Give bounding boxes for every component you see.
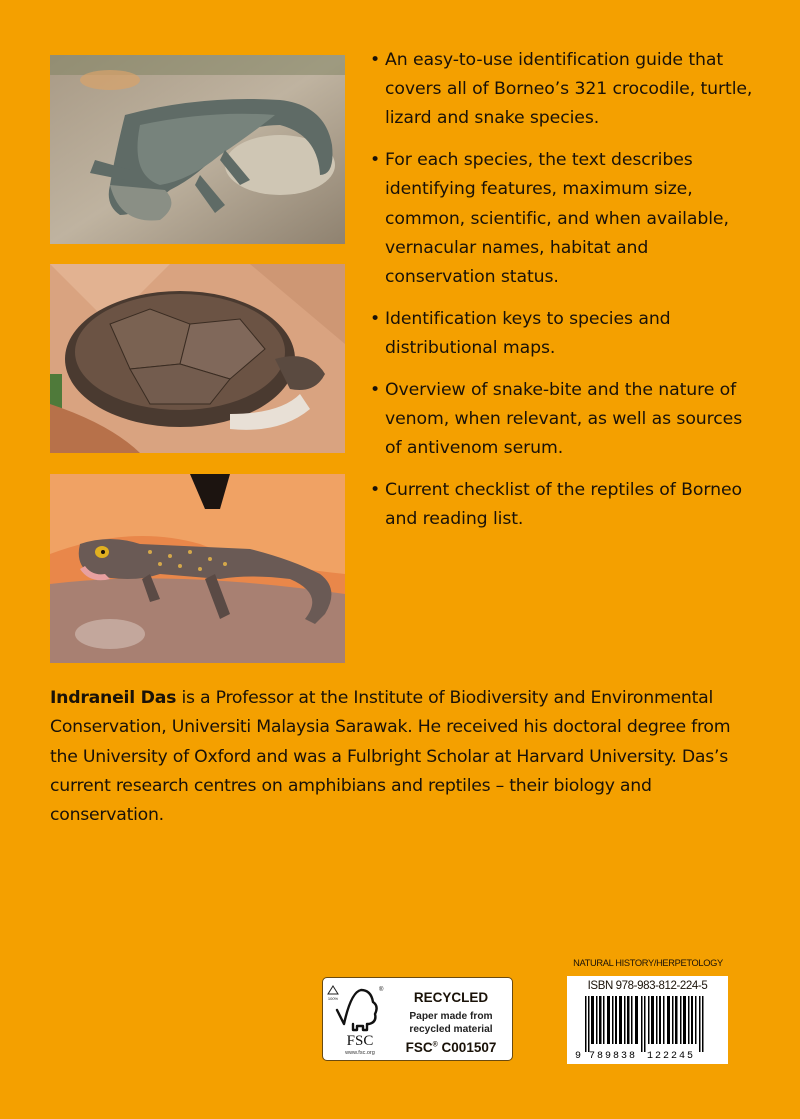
- bullet-icon: •: [370, 50, 381, 70]
- svg-text:2: 2: [671, 1051, 678, 1060]
- gecko-photo: [50, 474, 345, 663]
- author-name: Indraneil Das: [50, 688, 177, 708]
- feature-item: • Current checklist of the reptiles of Borneo and reading list.: [368, 476, 758, 534]
- svg-text:9: 9: [575, 1051, 582, 1060]
- bullet-icon: •: [370, 308, 381, 329]
- svg-text:9: 9: [605, 1051, 612, 1060]
- feature-item: • An easy-to-use identification guide that covers all of Borneo’s 321 crocodile, turtle, lizard and snake species.: [368, 46, 758, 134]
- svg-text:2: 2: [663, 1051, 670, 1060]
- svg-text:8: 8: [629, 1051, 636, 1060]
- crocodile-photo: [50, 55, 345, 244]
- fsc-tree-logo-icon: [327, 982, 387, 1056]
- svg-text:5: 5: [687, 1051, 694, 1060]
- barcode-icon: [575, 996, 721, 1060]
- fsc-recycled-label: [322, 977, 513, 1061]
- isbn-label: ISBN 978-983-812-224-5: [587, 980, 708, 992]
- svg-text:7: 7: [589, 1051, 596, 1060]
- svg-text:100%: 100%: [327, 996, 339, 1001]
- svg-text:3: 3: [621, 1051, 628, 1060]
- author-bio: [50, 684, 750, 830]
- turtle-photo: [50, 264, 345, 453]
- svg-text:2: 2: [655, 1051, 662, 1060]
- fsc-license-code: FSC® C001507: [405, 1040, 497, 1055]
- fsc-description: Paper made from recycled material: [409, 1011, 493, 1035]
- bullet-icon: •: [370, 379, 381, 400]
- feature-item: • Overview of snake-bite and the nature of venom, when relevant, as well as sources of antivenom serum.: [368, 376, 758, 464]
- author-bio-text: is a Professor at the Institute of Biodiversity and Environmental Conservation, Universiti Malaysia Sarawak. He received his doctoral degree from the University of Oxford and was a Fulbright Scholar at Harvard University. Das’s current research centres on amphibians and reptiles – their biology and conservation.: [50, 688, 731, 826]
- svg-text:®: ®: [379, 987, 384, 993]
- svg-text:8: 8: [613, 1051, 620, 1060]
- fsc-title: RECYCLED: [413, 990, 489, 1005]
- svg-text:1: 1: [647, 1051, 654, 1060]
- feature-item: • Identification keys to species and distributional maps.: [368, 305, 758, 363]
- book-category: NATURAL HISTORY/HERPETOLOGY: [573, 958, 723, 968]
- svg-text:8: 8: [597, 1051, 604, 1060]
- bullet-icon: •: [370, 150, 381, 171]
- svg-text:www.fsc.org: www.fsc.org: [345, 1050, 375, 1056]
- feature-list: [368, 46, 758, 547]
- isbn-barcode: [567, 976, 728, 1064]
- svg-text:FSC: FSC: [346, 1033, 374, 1049]
- svg-text:4: 4: [679, 1051, 686, 1060]
- feature-item: • For each species, the text describes identifying features, maximum size, common, scientific, and when available, vernacular names, habitat and conservation status.: [368, 146, 758, 292]
- bullet-icon: •: [370, 479, 381, 500]
